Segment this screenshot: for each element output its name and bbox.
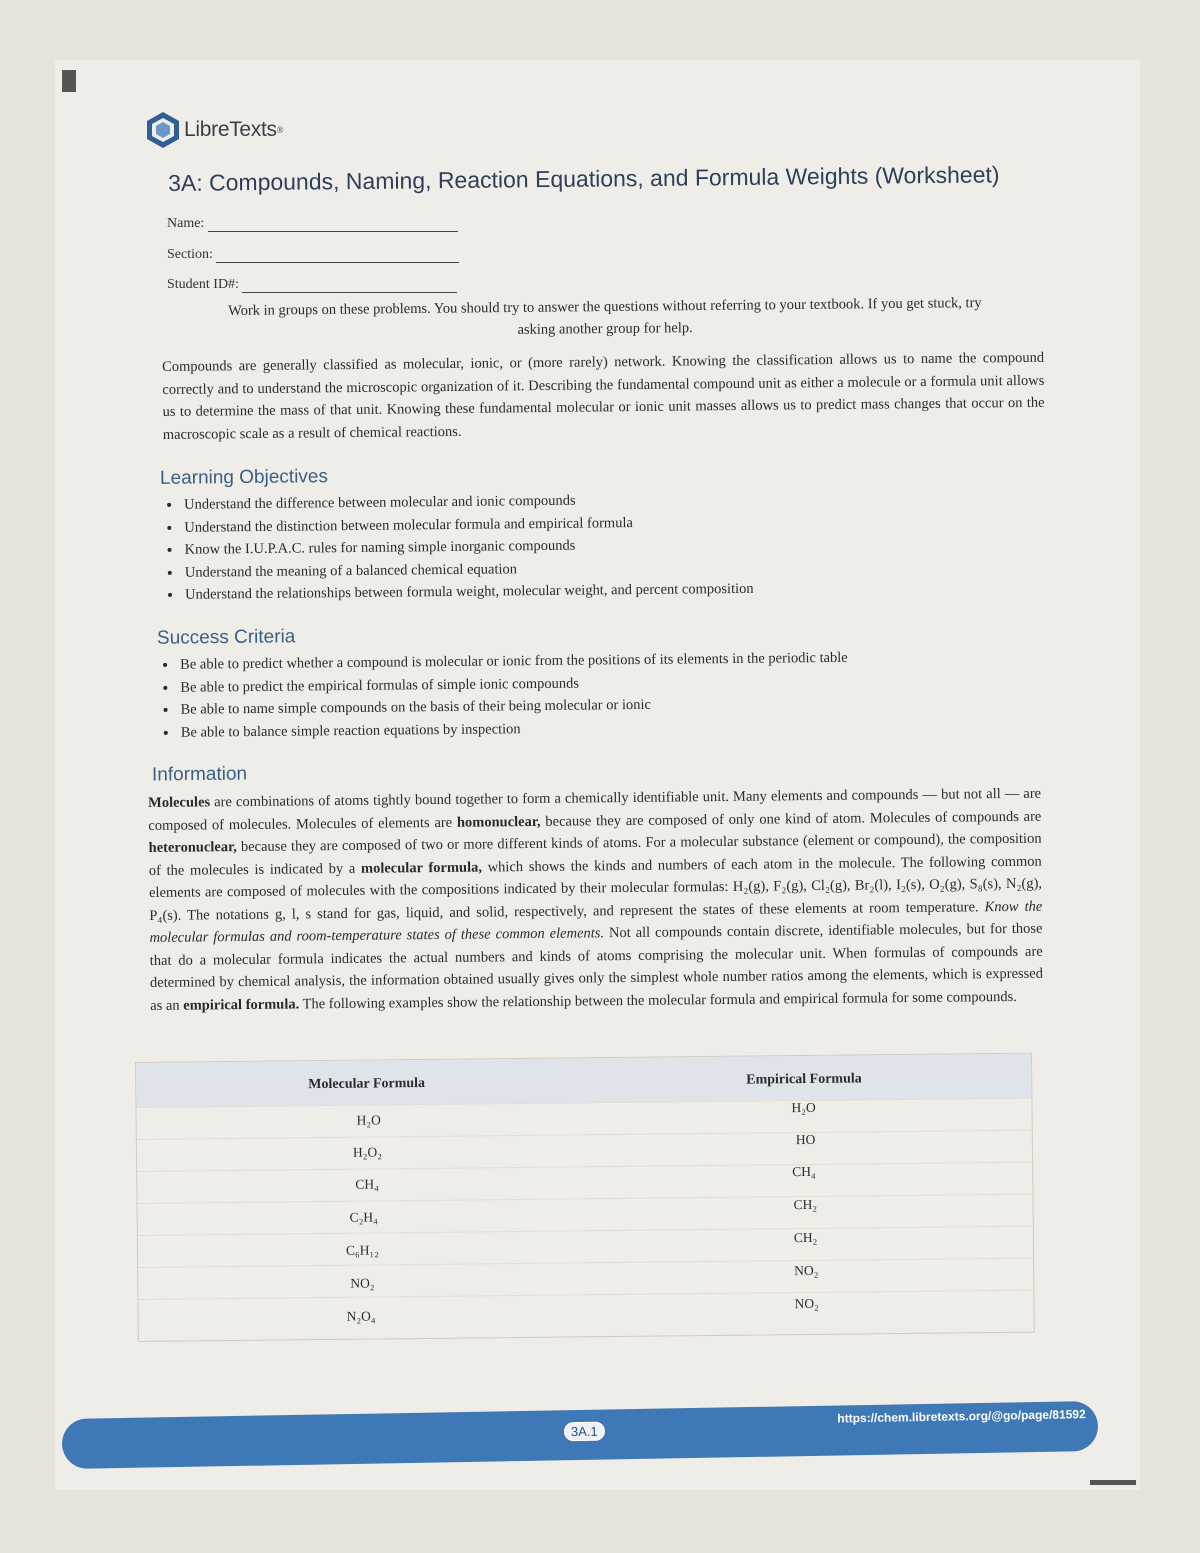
table-row-divider (137, 1130, 1032, 1140)
term-molecular-formula: molecular formula, (360, 859, 483, 877)
table-cell: C₂H₄ (349, 1209, 378, 1225)
table-row-divider (138, 1290, 1033, 1300)
list-item: • Be able to predict the empirical formulas of simple ionic compounds (178, 667, 1058, 699)
information-paragraph (148, 783, 1043, 1017)
table-row-divider (137, 1162, 1032, 1172)
learning-objectives-heading: Learning Objectives (159, 466, 329, 489)
table-cell: H₂O₂ (352, 1144, 382, 1160)
column-header-molecular: Molecular Formula (308, 1075, 426, 1093)
section-field[interactable] (167, 247, 459, 263)
table-cell: NO₂ (350, 1275, 375, 1291)
table-cell: H₂O (791, 1099, 816, 1116)
table-cell: N₂O₄ (346, 1308, 376, 1324)
table-cell: NO₂ (794, 1295, 819, 1312)
student-id-label: Student ID#: (167, 277, 239, 292)
table-cell: H₂O (356, 1112, 381, 1128)
section-label: Section: (167, 247, 213, 262)
name-field[interactable] (167, 216, 458, 232)
table-cell: C₆H₁₂ (345, 1242, 379, 1258)
info-text: The following examples show the relationship between the molecular formula and empirical formula for some compounds. (299, 988, 1017, 1012)
table-cell: CH₂ (793, 1229, 818, 1246)
scan-edge-mark (62, 70, 76, 92)
table-cell: CH₄ (792, 1163, 816, 1180)
table-row-divider (137, 1194, 1032, 1204)
learning-objectives-list (162, 485, 1003, 606)
scan-edge-mark (1090, 1480, 1136, 1485)
page-number-badge: 3A.1 (564, 1422, 605, 1442)
name-label: Name: (167, 216, 205, 231)
list-item: • Understand the difference between molecular and ionic compounds (182, 485, 1002, 516)
footer-url-link[interactable]: https://chem.libretexts.org/@go/page/81592 (837, 1407, 1086, 1426)
table-cell: CH₄ (355, 1176, 379, 1192)
info-text: because they are composed of two or more different kinds of atoms. For a molecular substance (element or compound), the composition of the molecules is indicated by a (148, 830, 1042, 879)
success-criteria-heading: Success Criteria (156, 626, 296, 649)
emphasis-note: Know the molecular formulas and room-temperature states of these common elements. (149, 898, 1043, 946)
table-row-divider (138, 1258, 1033, 1268)
student-id-field[interactable] (167, 277, 457, 293)
name-line[interactable] (208, 217, 458, 232)
list-item: • Be able to predict whether a compound is molecular or ionic from the positions of its elements in the periodic table (178, 645, 1058, 677)
logo-text: LibreTexts (184, 118, 277, 141)
term-homonuclear: homonuclear, (456, 813, 541, 831)
table-cell: CH₂ (793, 1196, 818, 1213)
list-item: • Understand the meaning of a balanced chemical equation (183, 553, 1003, 584)
info-text: which shows the kinds and numbers of each atom in the molecule. The following common elements are composed of molecules with the compositions indicated by their molecular formulas: H₂(g), F₂(g), Cl₂(g), Br₂(l), I₂(s), O₂(g), S₈(s), N₂(g), P₄(s). The notations g, l, s stand for gas, liquid, and solid, respectively, and represent the states of these elements at room temperature. (148, 853, 1043, 924)
information-heading: Information (151, 763, 248, 786)
list-item: • Be able to balance simple reaction equations by inspection (179, 712, 1059, 744)
column-header-empirical: Empirical Formula (746, 1071, 862, 1088)
info-text: Not all compounds contain discrete, identifiable molecules, but for those that do a molecular formula indicates the actual numbers and kinds of atoms comprising the molecular unit. When formulas of compounds are determined by chemical analysis, the information obtained usually gives only the simplest whole number ratios among the elements, which is expressed as an (149, 920, 1044, 1014)
list-item: • Understand the distinction between molecular formula and empirical formula (182, 508, 1002, 539)
table-cell: HO (795, 1131, 816, 1148)
info-text: are combinations of atoms tightly bound together to form a chemically identifiable unit. Many elements and compounds — but not all — are composed of molecules. Molecules of elements are (148, 785, 1042, 834)
table-cell: NO₂ (794, 1262, 819, 1279)
list-item: • Understand the relationships between formula weight, molecular weight, and percent composition (183, 575, 1003, 606)
formula-table (135, 1053, 1035, 1342)
instructions-line-1: Work in groups on these problems. You should try to answer the questions without referring to your textbook. If you get stuck, try (228, 295, 982, 319)
success-criteria-list (158, 645, 1059, 744)
term-molecules: Molecules (148, 794, 211, 811)
section-line[interactable] (216, 248, 459, 263)
libretexts-logo-icon (145, 110, 181, 150)
table-row-divider (138, 1226, 1033, 1236)
term-heteronuclear: heteronuclear, (148, 839, 237, 856)
logo-trademark: ® (276, 125, 284, 135)
page-title: 3A: Compounds, Naming, Reaction Equations, and Formula Weights (Worksheet) (168, 161, 1000, 196)
list-item: • Know the I.U.P.A.C. rules for naming simple inorganic compounds (182, 530, 1002, 561)
instructions (165, 291, 1045, 344)
student-id-line[interactable] (242, 278, 457, 293)
intro-paragraph: Compounds are generally classified as molecular, ionic, or (more rarely) network. Knowing the classification allows us to name the compound correctly and to understand the microscopic organization of it. Describing the fundamental compound unit as either a molecule or a formula unit allows us to determine the mass of that unit. Knowing these fundamental molecular or ionic unit masses allows us to predict mass changes that occur on the macroscopic scale as a result of chemical reactions. (162, 349, 1045, 443)
term-empirical-formula: empirical formula. (183, 995, 300, 1014)
instructions-line-2: asking another group for help. (517, 320, 693, 338)
libretexts-logo (145, 110, 284, 150)
list-item: • Be able to name simple compounds on the basis of their being molecular or ionic (178, 690, 1058, 722)
info-text: because they are composed of only one kind of atom. Molecules of compounds are (540, 808, 1042, 830)
